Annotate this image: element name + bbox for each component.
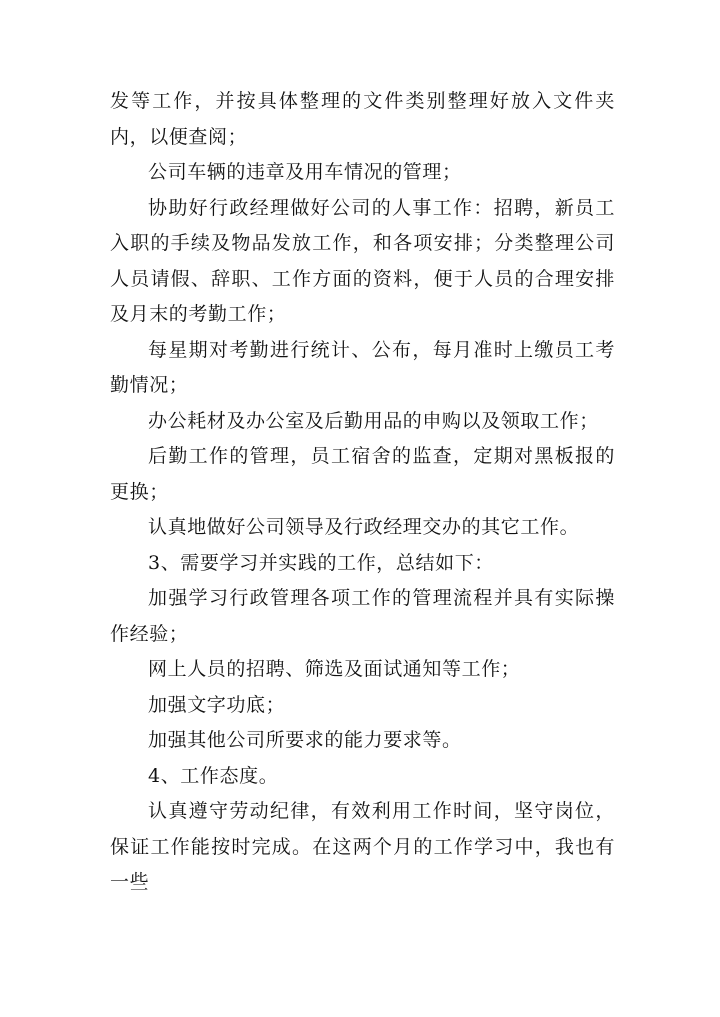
paragraph-7: 3、需要学习并实践的工作，总结如下： (148, 551, 494, 574)
paragraph-0: 发等工作，并按具体整理的文件类别整理好放入文件夹内，以便查阅； (110, 90, 615, 148)
document-body (110, 84, 615, 901)
paragraph-3: 每星期对考勤进行统计、公布，每月准时上缴员工考勤情况； (110, 338, 615, 396)
paragraph-5: 后勤工作的管理，员工宿舍的监查，定期对黑板报的更换； (110, 445, 615, 503)
paragraph-13: 认真遵守劳动纪律，有效利用工作时间，坚守岗位，保证工作能按时完成。在这两个月的工作学习中，我也有一些 (110, 800, 615, 893)
paragraph-4: 办公耗材及办公室及后勤用品的申购以及领取工作； (148, 409, 599, 432)
paragraph-1: 公司车辆的违章及用车情况的管理； (148, 161, 462, 183)
paragraph-8: 加强学习行政管理各项工作的管理流程并具有实际操作经验； (110, 587, 615, 645)
paragraph-6: 认真地做好公司领导及行政经理交办的其它工作。 (148, 516, 580, 538)
paragraph-10: 加强文字功底； (148, 693, 286, 716)
paragraph-2: 协助好行政经理做好公司的人事工作：招聘，新员工入职的手续及物品发放工作，和各项安排；分类整理公司人员请假、辞职、工作方面的资料，便于人员的合理安排及月末的考勤工作； (110, 196, 615, 325)
paragraph-12: 4、工作态度。 (148, 764, 279, 787)
paragraph-11: 加强其他公司所要求的能力要求等。 (148, 729, 462, 751)
paragraph-9: 网上人员的招聘、筛选及面试通知等工作； (148, 658, 521, 680)
